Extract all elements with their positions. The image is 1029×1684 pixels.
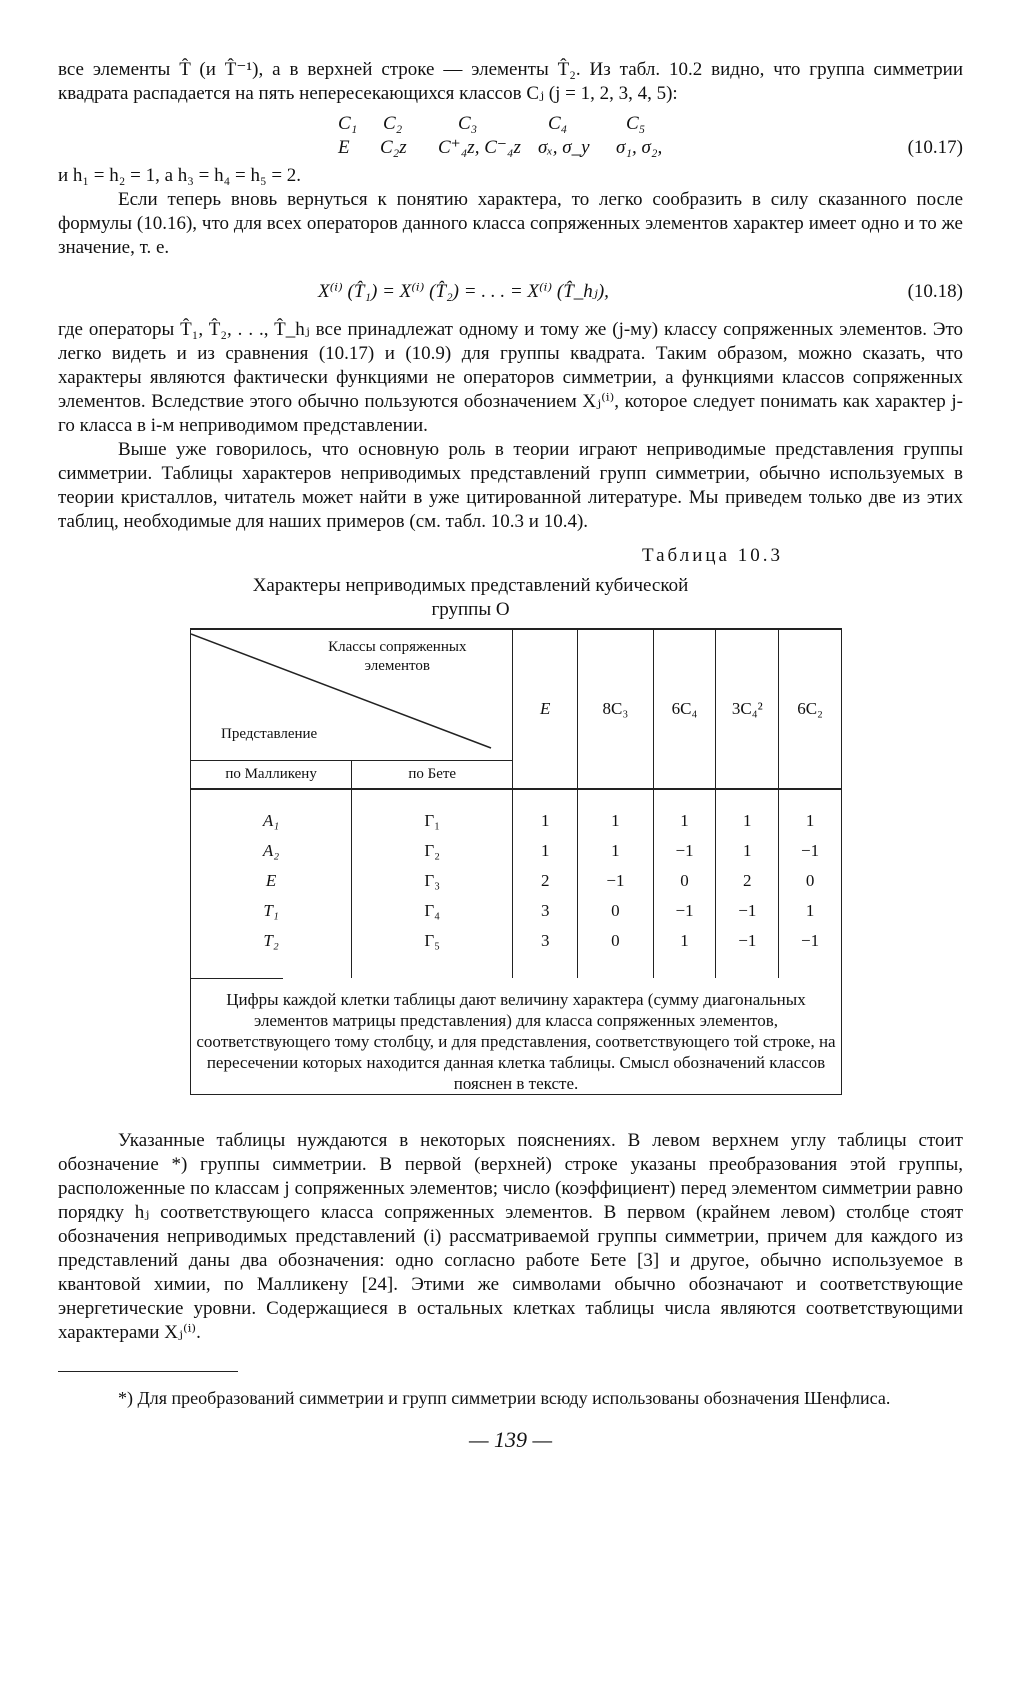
- character-value: 1: [578, 836, 654, 866]
- mulliken-symbol: T₂: [191, 926, 352, 978]
- table-row: [191, 926, 842, 978]
- character-value: 0: [578, 896, 654, 926]
- formula-10-17: [58, 110, 963, 160]
- footnote: *) Для преобразований симметрии и групп симметрии всюду использованы обозначения Шенфлиса.: [118, 1387, 891, 1408]
- class-label: C₄: [548, 113, 568, 134]
- column-header: E: [513, 629, 578, 789]
- column-header: 3C₄²: [716, 629, 779, 789]
- formula-10-18: [58, 268, 963, 312]
- character-value: 1: [653, 789, 716, 836]
- character-value: 1: [779, 789, 842, 836]
- mulliken-symbol: T₁: [191, 896, 352, 926]
- mulliken-symbol: E: [191, 866, 352, 896]
- table-title: [58, 574, 963, 622]
- bethe-symbol: Γ₅: [352, 926, 513, 978]
- character-value: 1: [653, 926, 716, 978]
- page-number: — 139 —: [468, 1426, 553, 1452]
- character-table: [190, 628, 842, 1095]
- class-elements: σ₁, σ₂,: [616, 137, 663, 158]
- table-note-row: [191, 978, 842, 1095]
- class-label: C₃: [458, 113, 478, 134]
- class-elements: C₂z: [380, 137, 407, 158]
- table-row: [191, 866, 842, 896]
- class-elements: E: [338, 137, 350, 158]
- subheader-mulliken: по Малликену: [191, 761, 352, 789]
- table-row: [191, 896, 842, 926]
- table-row: [191, 789, 842, 836]
- character-value: 1: [716, 836, 779, 866]
- paragraph-5: Выше уже говорилось, что основную роль в теории играют неприводимые представления группы симметрии. Таблицы характеров неприводимых представлений групп симметрии, обычно используемых в теории кристаллов, читатель может найти в уже цитированной литературе. Мы приведем только две из этих таблиц, необходимые для наших примеров (см. табл. 10.3 и 10.4).: [58, 439, 963, 532]
- column-header: 8C₃: [578, 629, 654, 789]
- paragraph-4: где операторы T̂₁, T̂₂, . . ., T̂_hⱼ все принадлежат одному и тому же (j-му) классу сопряженных элементов. Это легко видеть и из сравнения (10.17) и (10.9) для группы квадрата. Таким образом, можно сказать, что характеры являются фактически функциями не операторов симметрии, а функциями классов сопряженных элементов. Вследствие этого обычно пользуются обозначением Xⱼ⁽ⁱ⁾, которое следует понимать как характер j-го класса в i-м неприводимом представлении.: [58, 319, 963, 436]
- table-caption: Таблица 10.3: [641, 545, 783, 566]
- paragraph-3: Если теперь вновь вернуться к понятию характера, то легко сообразить в силу сказанного после формулы (10.16), что для всех операторов данного класса сопряженных элементов характер имеет одно и то же значение, т. е.: [58, 189, 963, 258]
- equation-expression: X⁽ⁱ⁾ (T̂₁) = X⁽ⁱ⁾ (T̂₂) = . . . = X⁽ⁱ⁾ (T̂_hⱼ),: [318, 281, 609, 302]
- header-representation-label: Представление: [221, 726, 318, 742]
- diagonal-header-cell: [191, 629, 513, 761]
- character-value: 1: [513, 789, 578, 836]
- page: [58, 58, 963, 1452]
- bethe-symbol: Γ₂: [352, 836, 513, 866]
- character-value: −1: [716, 896, 779, 926]
- table-title-line: Характеры неприводимых представлений кубической: [252, 575, 689, 596]
- header-classes-label: Классы сопряженных элементов: [328, 639, 467, 674]
- mulliken-symbol: A₁: [191, 789, 352, 836]
- mulliken-symbol: A₂: [191, 836, 352, 866]
- character-value: −1: [653, 836, 716, 866]
- equation-number: (10.18): [907, 281, 963, 302]
- table-note: Цифры каждой клетки таблицы дают величину характера (сумму диагональных элементов матрицы представления) для класса сопряженных элементов, соответствующего тому столбцу, и для представления, соответствующего той строке, на пересечении которых находится данная клетка таблицы. Смысл обозначений классов пояснен в тексте.: [196, 989, 836, 1093]
- character-value: −1: [653, 896, 716, 926]
- paragraph-2: и h₁ = h₂ = 1, а h₃ = h₄ = h₅ = 2.: [58, 165, 302, 186]
- character-value: −1: [779, 926, 842, 978]
- paragraph-6: Указанные таблицы нуждаются в некоторых пояснениях. В левом верхнем углу таблицы стоит обозначение *) группы симметрии. В первой (верхней) строке указаны преобразования этой группы, расположенные по классам j сопряженных элементов; число (коэффициент) перед элементом симметрии равно порядку hⱼ соответствующего класса сопряженных элементов. В первом (крайнем левом) столбце стоят обозначения неприводимых представлений (i) рассматриваемой группы симметрии, причем для каждого из представлений даны два обозначения: одно согласно работе Бете [3] и другое, обычно используемое в квантовой химии, по Малликену [24]. Этими же символами обычно обозначают и соответствующие энергетические уровни. Содержащиеся в остальных клетках таблицы числа являются соответствующими характерами Xⱼ⁽ⁱ⁾.: [58, 1129, 963, 1343]
- equation-number: (10.17): [907, 137, 963, 158]
- footnote-divider: [58, 1371, 238, 1372]
- subheader-bethe: по Бете: [352, 761, 513, 789]
- bethe-symbol: Γ₁: [352, 789, 513, 836]
- character-value: 1: [513, 836, 578, 866]
- table-note-cell: [191, 978, 842, 1095]
- character-value: 1: [578, 789, 654, 836]
- column-header: 6C₄: [653, 629, 716, 789]
- table-title-line: группы O: [431, 599, 510, 620]
- class-label: C₁: [338, 113, 358, 134]
- bethe-symbol: Γ₄: [352, 896, 513, 926]
- column-header: 6C₂: [779, 629, 842, 789]
- character-value: 0: [578, 926, 654, 978]
- character-value: 2: [513, 866, 578, 896]
- class-elements: C⁺₄z, C⁻₄z: [438, 137, 521, 158]
- bethe-symbol: Γ₃: [352, 866, 513, 896]
- character-value: 2: [716, 866, 779, 896]
- note-divider: [191, 978, 283, 979]
- class-label: C₂: [383, 113, 403, 134]
- character-value: 3: [513, 896, 578, 926]
- character-value: 1: [716, 789, 779, 836]
- table-row: [191, 836, 842, 866]
- character-value: −1: [716, 926, 779, 978]
- class-label: C₅: [626, 113, 646, 134]
- character-value: 3: [513, 926, 578, 978]
- character-value: 1: [779, 896, 842, 926]
- paragraph-1: все элементы T̂ (и T̂⁻¹), а в верхней строке — элементы T̂₂. Из табл. 10.2 видно, что группа симметрии квадрата распадается на пять непересекающихся классов Cⱼ (j = 1, 2, 3, 4, 5):: [58, 59, 963, 104]
- character-value: 0: [653, 866, 716, 896]
- table-header-row: [191, 629, 842, 761]
- character-value: −1: [779, 836, 842, 866]
- class-elements: σₓ, σ_y: [538, 137, 590, 158]
- character-value: 0: [779, 866, 842, 896]
- character-value: −1: [578, 866, 654, 896]
